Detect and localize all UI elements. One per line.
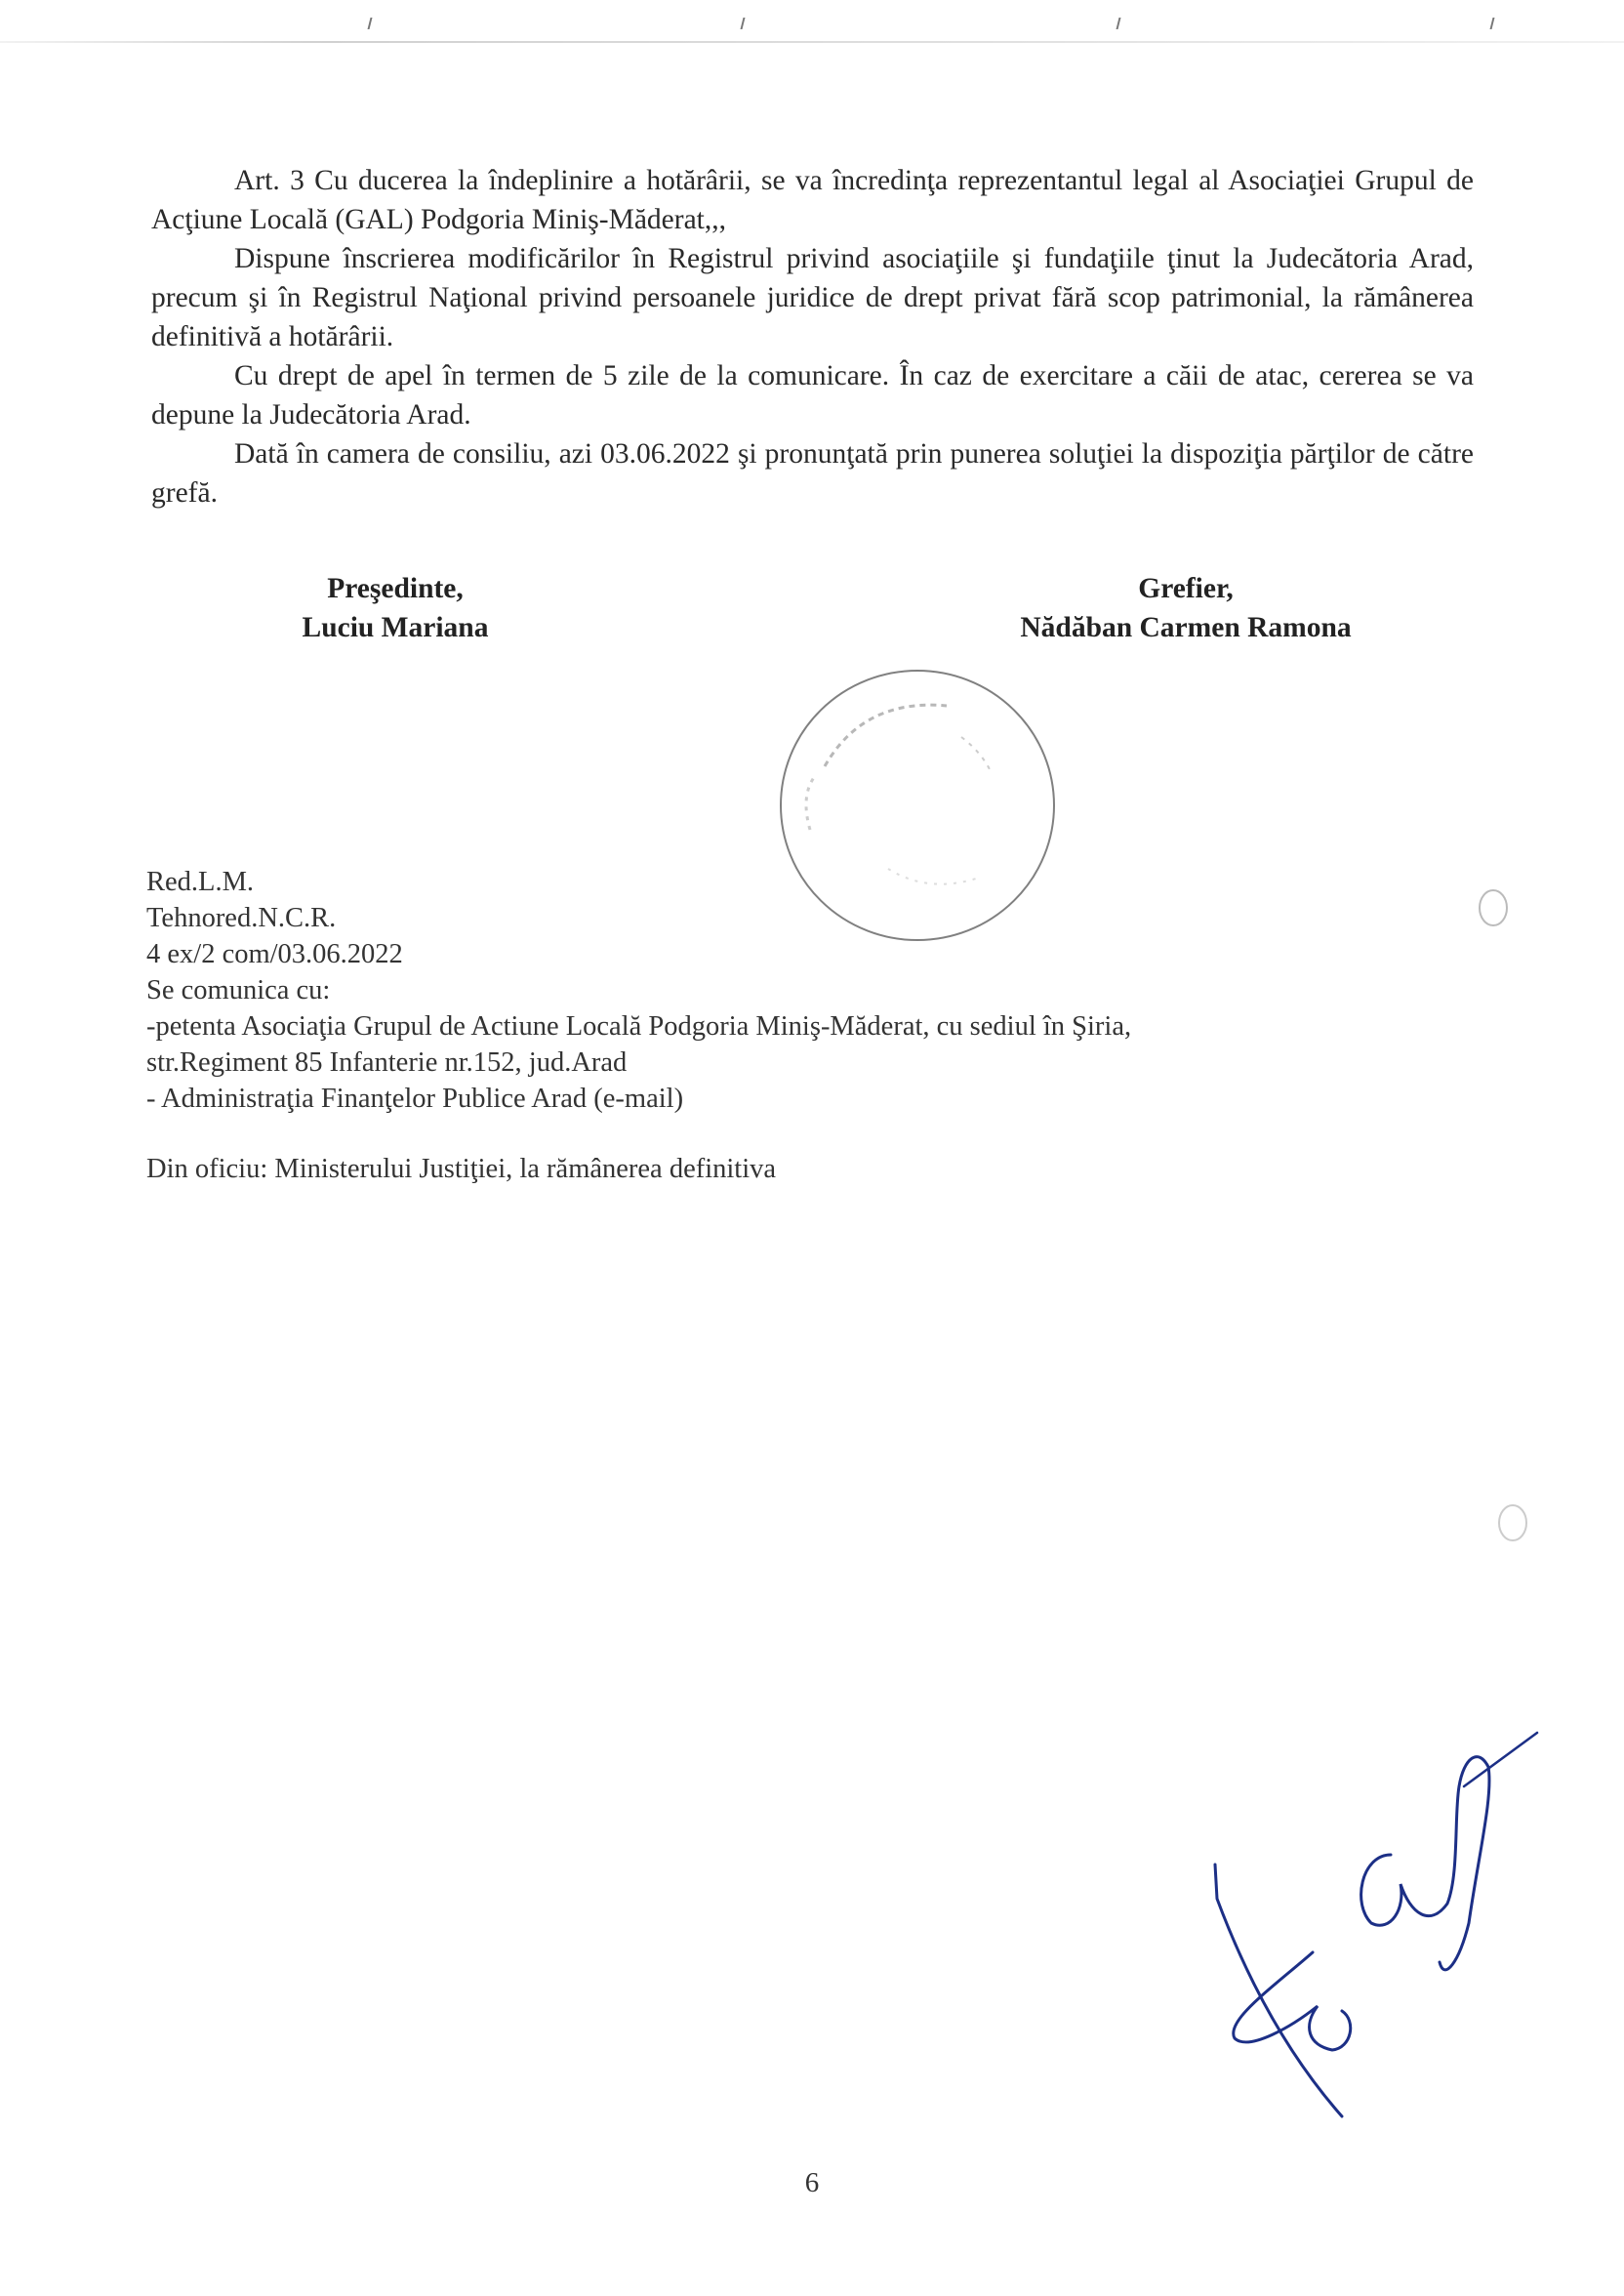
- pronouncement-paragraph: Dată în camera de consiliu, azi 03.06.2022 şi pronunţată prin punerea soluţiei la dispoziţia părţilor de către grefă.: [151, 438, 1474, 509]
- administration-line: - Administraţia Finanţelor Publice Arad (e-mail): [146, 1084, 684, 1114]
- scan-tick-mark: [368, 18, 373, 29]
- communicated-to-label: Se comunica cu:: [146, 975, 331, 1005]
- clerk-name: Nădăban Carmen Ramona: [1020, 612, 1352, 643]
- dispune-paragraph: Dispune înscrierea modificărilor în Registrul privind asociaţiile şi fundaţiile ţinut la Judecătoria Arad, precum şi în Registrul Naţional privind persoanele juridice de drept privat fără scop patrimonial, la rămânerea definitivă a hotărârii.: [151, 243, 1474, 352]
- article-3-paragraph: Art. 3 Cu ducerea la îndeplinire a hotărârii, se va încredinţa reprezentantul legal al Asociaţiei Grupul de Acţiune Locală (GAL) Podgoria Miniş-Măderat,,,: [151, 165, 1474, 235]
- page-number: 6: [804, 2167, 820, 2198]
- redactor-line: Red.L.M.: [146, 867, 255, 897]
- scan-tick-mark: [1490, 18, 1495, 29]
- president-signature-block: [249, 569, 542, 647]
- scan-top-line: [0, 41, 1624, 43]
- copies-line: 4 ex/2 com/03.06.2022: [146, 939, 403, 969]
- scan-tick-mark: [1116, 18, 1121, 29]
- president-name: Luciu Mariana: [302, 612, 489, 643]
- clerk-title: Grefier,: [1138, 573, 1234, 604]
- petitioner-line-1: -petenta Asociaţia Grupul de Actiune Locală Podgoria Miniş-Măderat, cu sediul în Şiria,: [146, 1011, 1132, 1042]
- tehnoredactor-line: Tehnored.N.C.R.: [146, 903, 337, 933]
- punch-hole-mark: [1493, 1498, 1532, 1547]
- clerk-signature-block: [976, 569, 1396, 647]
- petitioner-line-2: str.Regiment 85 Infanterie nr.152, jud.Arad: [146, 1047, 628, 1078]
- president-title: Preşedinte,: [327, 573, 464, 604]
- appeal-paragraph: Cu drept de apel în termen de 5 zile de la comunicare. În caz de exercitare a căii de atac, cererea se va depune la Judecătoria Arad.: [151, 360, 1474, 430]
- document-body: [151, 161, 1474, 512]
- ex-officio-line: Din oficiu: Ministerului Justiţiei, la rămânerea definitiva: [146, 1154, 777, 1184]
- scan-tick-mark: [741, 18, 746, 29]
- handwritten-signature: [1196, 1728, 1557, 2128]
- punch-hole-mark: [1474, 883, 1513, 932]
- footer-notes: [146, 864, 1415, 1187]
